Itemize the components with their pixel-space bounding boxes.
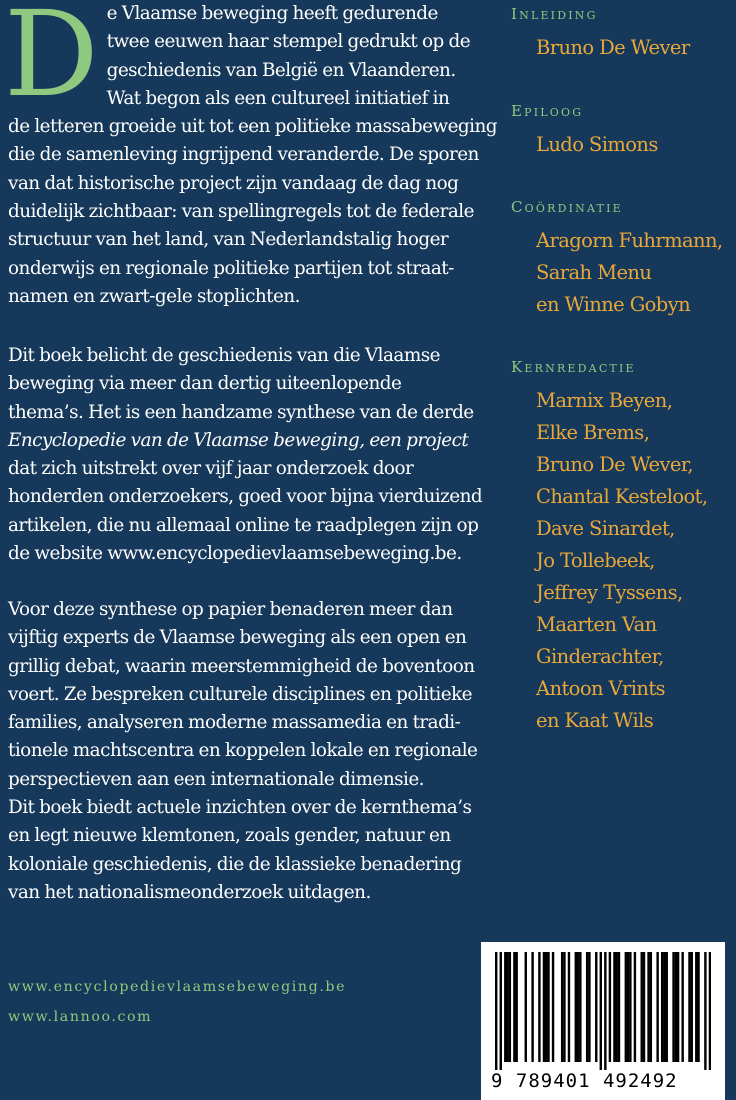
barcode-bar (509, 952, 511, 1062)
drop-cap: D (4, 0, 99, 123)
barcode-bar (531, 952, 533, 1062)
barcode-bar (627, 952, 629, 1062)
text-line: van dat historische project zijn vandaag de dag nog (8, 172, 459, 194)
barcode-bar (561, 952, 563, 1062)
credit-name: Sarah Menu (536, 261, 652, 284)
barcode-bar (663, 952, 665, 1062)
barcode-bar (586, 952, 588, 1062)
credit-name: en Kaat Wils (536, 709, 654, 732)
description-paragraph (8, 342, 483, 568)
barcode-bar (672, 952, 674, 1062)
barcode-bar (643, 952, 645, 1062)
barcode-bar (563, 952, 565, 1062)
text-line: Wat begon als een cultureel initiatief in (106, 87, 450, 109)
credit-name: Chantal Kesteloot, (536, 485, 708, 508)
credit-names (536, 225, 723, 321)
text-line: artikelen, die nu allemaal online te raadplegen zijn op (8, 514, 479, 536)
barcode-bar (647, 952, 649, 1062)
synthesis-paragraph (8, 596, 478, 907)
barcode-bar (600, 952, 602, 1070)
barcode-bar (634, 952, 636, 1062)
barcode-bar (641, 952, 643, 1062)
text-line: e Vlaamse beweging heeft gedurende (106, 3, 438, 24)
barcode-bar (618, 952, 620, 1062)
text-line: die de samenleving ingrijpend veranderde. De sporen (8, 144, 479, 166)
encyclopedia-url[interactable]: www.encyclopedievlaamsebeweging.be (8, 979, 347, 995)
barcode-bar (613, 952, 615, 1062)
barcode-bar (588, 952, 590, 1062)
barcode-bar (500, 952, 502, 1070)
credit-label: Epiloog (511, 102, 584, 120)
isbn-barcode (481, 942, 725, 1100)
text-line: perspectieven aan een internationale dimensie. (8, 768, 424, 790)
credit-coordinatie (511, 197, 723, 321)
credit-name: Jo Tollebeek, (536, 549, 655, 572)
text-line: onderwijs en regionale politieke partijen tot straat- (8, 257, 454, 279)
text-line: grillig debat, waarin meerstemmigheid de boventoon (8, 655, 475, 677)
credit-name: en Winne Gobyn (536, 293, 691, 316)
credit-name: Aragorn Fuhrmann, (536, 229, 723, 252)
credit-names (536, 385, 707, 737)
barcode-bar (609, 952, 611, 1062)
credit-epiloog (511, 101, 658, 161)
barcode-bar (506, 952, 508, 1062)
text-line: dat zich uitstrekt over vijf jaar onderzoek door (8, 458, 414, 480)
barcode-bar (552, 952, 554, 1062)
credit-name: Bruno De Wever, (536, 453, 694, 476)
barcode-bar (656, 952, 658, 1062)
barcode-bar (595, 952, 597, 1062)
text-line: twee eeuwen haar stempel gedrukt op de (106, 31, 471, 53)
text-line: duidelijk zichtbaar: van spellingregels tot de federale (8, 201, 474, 223)
text-line: Dit boek belicht de geschiedenis van die Vlaamse (8, 345, 440, 366)
credit-name: Marnix Beyen, (536, 389, 673, 412)
credit-name: Jeffrey Tyssens, (536, 581, 683, 604)
text-line: Voor deze synthese op papier benaderen meer dan (8, 599, 453, 620)
barcode-bar (577, 952, 579, 1062)
barcode-bar (525, 952, 527, 1062)
text-line: voert. Ze bespreken culturele disciplines en politieke (8, 683, 473, 705)
credit-name: Ludo Simons (536, 133, 658, 156)
text-line: geschiedenis van België en Vlaanderen. (106, 59, 456, 81)
barcode-bar (495, 952, 497, 1070)
barcode-bar (695, 952, 697, 1062)
barcode-bars (495, 952, 711, 1070)
barcode-bar (604, 952, 606, 1070)
website-links (8, 972, 346, 1032)
barcode-bar (504, 952, 506, 1062)
barcode-bar (661, 952, 663, 1062)
text-line: koloniale geschiedenis, die de klassieke benadering (8, 853, 462, 875)
barcode-bar (677, 952, 679, 1062)
barcode-bar (515, 952, 517, 1062)
text-line: van het nationalismeonderzoek uitdagen. (8, 881, 371, 903)
isbn-number: 9 789401 492492 (491, 1070, 678, 1092)
credit-name: Maarten Van (536, 613, 657, 636)
credit-kernredactie (511, 357, 707, 737)
text-line: de website www.encyclopedievlaamsebeweging.be. (8, 543, 462, 565)
credit-name: Ginderachter, (536, 645, 664, 668)
credit-label: Coördinatie (511, 198, 623, 216)
barcode-bar (650, 952, 652, 1062)
credit-label: Inleiding (511, 5, 598, 23)
text-line: vijftig experts de Vlaamse beweging als een open en (8, 627, 467, 649)
text-line: Dit boek biedt actuele inzichten over de kernthema’s (8, 797, 472, 819)
barcode-bar (575, 952, 577, 1062)
barcode-bar (704, 952, 706, 1070)
credit-name: Bruno De Wever (536, 36, 690, 59)
text-line: tionele machtscentra en koppelen lokale en regionale (8, 740, 478, 762)
publisher-url[interactable]: www.lannoo.com (8, 1009, 153, 1025)
credit-label: Kernredactie (511, 358, 636, 376)
intro-paragraph (4, 0, 498, 311)
barcode-bar (547, 952, 549, 1062)
barcode-bar (545, 952, 547, 1062)
barcode-bar (538, 952, 540, 1062)
barcode-bar (625, 952, 627, 1062)
text-line: thema’s. Het is een handzame synthese van de derde (8, 401, 474, 423)
barcode-bar (688, 952, 690, 1062)
text-line: de letteren groeide uit tot een politieke massabeweging (8, 116, 498, 138)
barcode-bar (697, 952, 699, 1062)
text-line: beweging via meer dan dertig uiteenlopende (8, 373, 402, 395)
credit-names (536, 32, 690, 64)
text-line: Encyclopedie van de Vlaamse beweging, een project (8, 429, 469, 451)
credit-name: Elke Brems, (536, 421, 650, 444)
credit-inleiding (511, 4, 690, 64)
barcode-bar (579, 952, 581, 1062)
barcode-bar (675, 952, 677, 1062)
barcode-bar (691, 952, 693, 1062)
text-line: namen en zwart-gele stoplichten. (8, 285, 300, 307)
credit-name: Dave Sinardet, (536, 517, 675, 540)
barcode-bar (543, 952, 545, 1062)
barcode-bar (616, 952, 618, 1062)
text-line: families, analyseren moderne massamedia en tradi- (8, 712, 461, 734)
barcode-bar (568, 952, 570, 1062)
credit-name: Antoon Vrints (536, 677, 665, 700)
barcode-bar (681, 952, 683, 1062)
credit-names (536, 129, 658, 161)
barcode-bar (513, 952, 515, 1062)
text-line: honderden onderzoekers, goed voor bijna vierduizend (8, 486, 483, 508)
barcode-bar (666, 952, 668, 1062)
barcode-bar (709, 952, 711, 1070)
text-line: en legt nieuwe klemtonen, zoals gender, natuur en (8, 825, 451, 847)
text-line: structuur van het land, van Nederlandstalig hoger (8, 229, 449, 251)
barcode-bar (629, 952, 631, 1062)
